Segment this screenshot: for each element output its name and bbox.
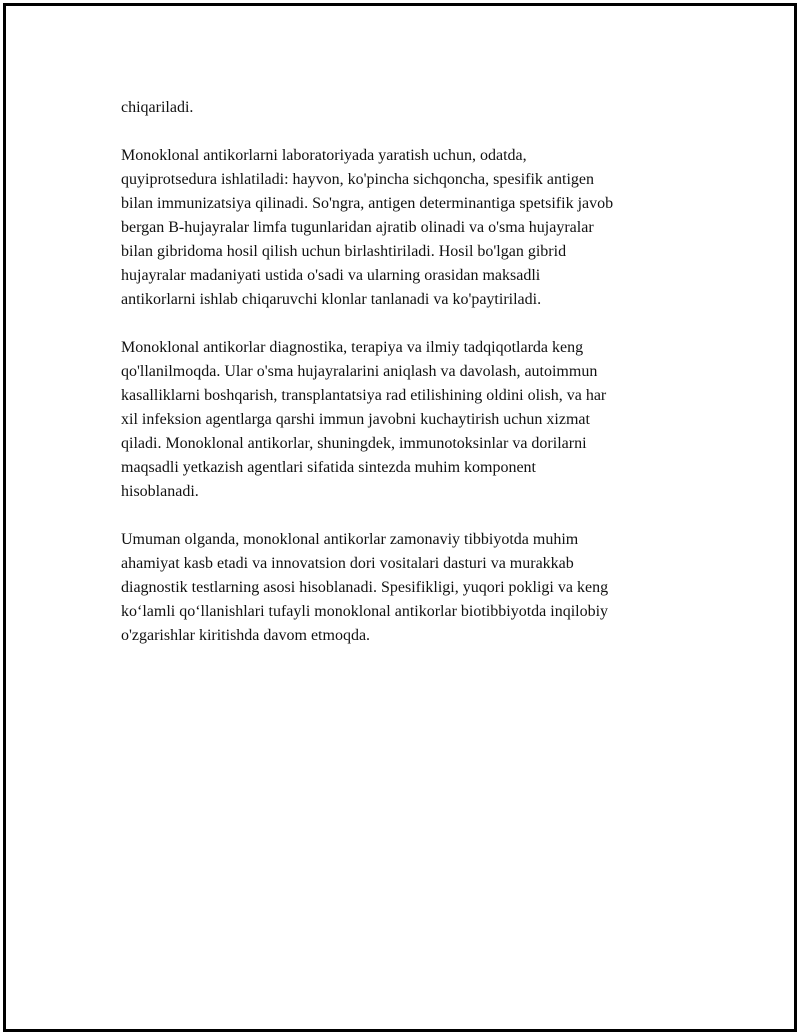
text-line: Monoklonal antikorlarni laboratoriyada yaratish uchun, odatda, [121, 147, 527, 164]
text-line: hujayralar madaniyati ustida o'sadi va ularning orasidan maksadli [121, 267, 541, 284]
text-line: bilan immunizatsiya qilinadi. So'ngra, antigen determinantiga spetsifik javob [121, 195, 614, 212]
paragraph-1 [121, 96, 691, 120]
text-line: maqsadli yetkazish agentlari sifatida sintezda muhim komponent [121, 459, 536, 476]
page-frame [3, 3, 797, 1032]
text-line: antikorlarni ishlab chiqaruvchi klonlar tanlanadi va ko'paytiriladi. [121, 291, 542, 308]
paragraph-4 [121, 528, 691, 648]
text-line: Monoklonal antikorlar diagnostika, terapiya va ilmiy tadqiqotlarda keng [121, 339, 584, 356]
text-line: ko‘lamli qo‘llanishlari tufayli monoklonal antikorlar biotibbiyotda inqilobiy [121, 603, 609, 620]
text-line: bergan B-hujayralar limfa tugunlaridan ajratib olinadi va o'sma hujayralar [121, 219, 594, 236]
text-line: quyiprotsedura ishlatiladi: hayvon, ko'pincha sichqoncha, spesifik antigen [121, 171, 594, 188]
text-line: qiladi. Monoklonal antikorlar, shuningdek, immunotoksinlar va dorilarni [121, 435, 587, 452]
text-line: kasalliklarni boshqarish, transplantatsiya rad etilishining oldini olish, va har [121, 387, 607, 404]
paragraph-2 [121, 144, 691, 312]
text-line: Umuman olganda, monoklonal antikorlar zamonaviy tibbiyotda muhim [121, 531, 579, 548]
text-line: hisoblanadi. [121, 483, 199, 500]
text-line: chiqariladi. [121, 99, 194, 116]
text-line: bilan gibridoma hosil qilish uchun birlashtiriladi. Hosil bo'lgan gibrid [121, 243, 567, 260]
paragraph-3 [121, 336, 691, 504]
text-line: o'zgarishlar kiritishda davom etmoqda. [121, 627, 371, 644]
text-line: ahamiyat kasb etadi va innovatsion dori vositalari dasturi va murakkab [121, 555, 574, 572]
document-body [121, 96, 691, 672]
text-line: xil infeksion agentlarga qarshi immun javobni kuchaytirish uchun xizmat [121, 411, 590, 428]
text-line: qo'llanilmoqda. Ular o'sma hujayralarini aniqlash va davolash, autoimmun [121, 363, 598, 380]
text-line: diagnostik testlarning asosi hisoblanadi. Spesifikligi, yuqori pokligi va keng [121, 579, 609, 596]
